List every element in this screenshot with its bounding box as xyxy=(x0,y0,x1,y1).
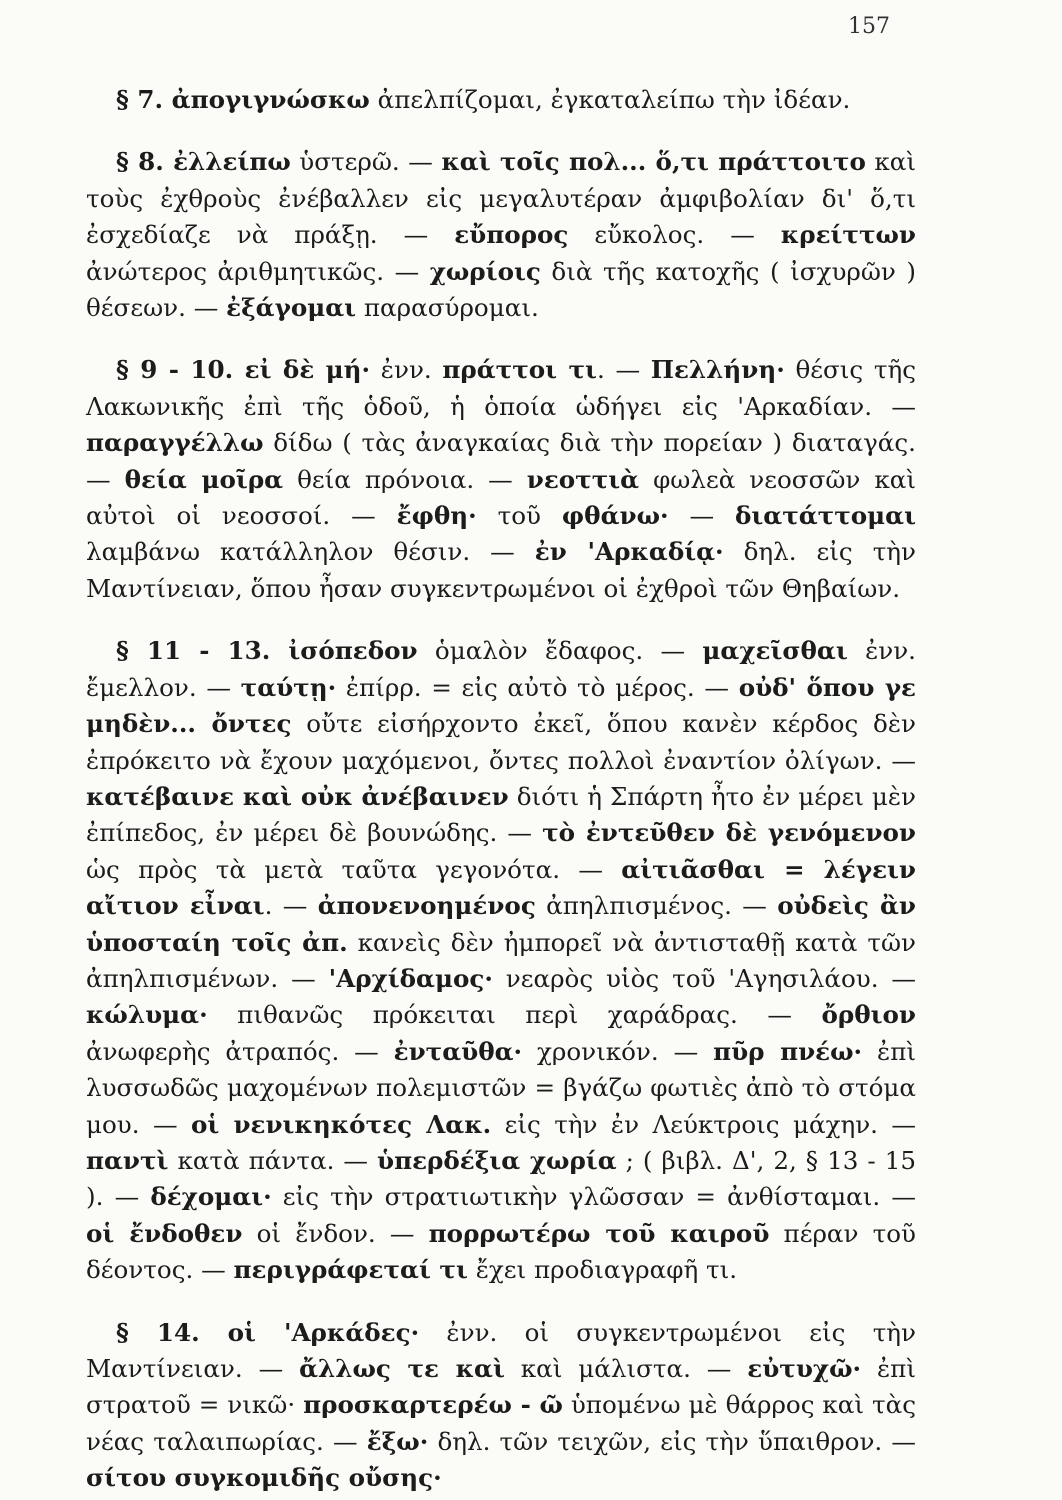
lemma: πράττοι τι xyxy=(442,355,597,385)
lemma: ἔξω· xyxy=(366,1426,429,1456)
lemma: ἔφθη· xyxy=(396,501,477,531)
gloss: τοῦ xyxy=(476,501,562,531)
gloss: ἐπὶ στρατοῦ = νικῶ· xyxy=(86,1354,916,1420)
section-number: § 8. xyxy=(116,147,174,177)
lemma: εὐτυχῶ· xyxy=(747,1354,862,1383)
gloss: ; ( βιβλ. Δ', 2, § 13 - 15 ). — xyxy=(86,1145,916,1212)
gloss: κανεὶς δὲν ἠμπορεῖ νὰ ἀντισταθῇ κατὰ τῶν ἀπηλπισμένων. — xyxy=(86,927,916,993)
lemma: προσκαρτερέω - ῶ xyxy=(303,1390,563,1420)
lemma: ἐνταῦθα· xyxy=(393,1036,523,1066)
gloss: ὑστερῶ. — xyxy=(290,147,442,177)
lemma: ὑπερδέξια χωρία xyxy=(377,1145,617,1175)
gloss: λαμβάνω κατάλληλον θέσιν. — xyxy=(86,537,535,567)
lemma: διατάττομαι xyxy=(734,501,916,531)
gloss: εἰς τὴν ἐν Λεύκτροις μάχην. — xyxy=(491,1109,916,1139)
lemma: οἱ νενικηκότες Λακ. xyxy=(190,1109,492,1139)
lemma: κρείττων xyxy=(780,220,916,250)
section-number: § 14. xyxy=(116,1317,228,1347)
lemma: πορρωτέρω τοῦ καιροῦ xyxy=(428,1218,770,1248)
lemma: ἐξάγομαι xyxy=(226,293,357,323)
para-9-10 xyxy=(86,352,916,607)
commentary-text xyxy=(86,82,916,1497)
gloss: ὑπομένω μὲ θάρρος καὶ τὰς νέας ταλαιπωρίας. — xyxy=(86,1390,916,1456)
gloss: νεαρὸς υἱὸς τοῦ 'Αγησιλάου. — xyxy=(492,963,917,993)
lemma: ἐν 'Αρκαδίᾳ· xyxy=(534,537,724,567)
lemma: ἰσόπεδον xyxy=(288,636,418,666)
lemma: παραγγέλλω xyxy=(86,428,264,458)
gloss: ἀπελπίζομαι, ἐγκαταλείπω τὴν ἰδέαν. xyxy=(369,85,851,114)
lemma: εἰ δὲ μή· xyxy=(244,355,371,385)
gloss: χρονικόν. — xyxy=(522,1036,714,1066)
lemma: οὐδ' ὅπου γε μηδὲν... ὄντες xyxy=(86,672,916,739)
lemma: ταύτῃ· xyxy=(240,672,337,702)
lemma: Πελλήνη· xyxy=(650,355,785,385)
lemma: οἱ 'Αρκάδες· xyxy=(227,1317,420,1347)
lemma: ἄλλως τε καὶ xyxy=(299,1354,505,1383)
lemma: ἐλλείπω xyxy=(173,147,291,177)
gloss: εἰς τὴν στρατιωτικὴν γλῶσσαν = ἀνθίσταμαι. — xyxy=(271,1182,916,1212)
gloss: θέσις τῆς Λακωνικῆς ἐπὶ τῆς ὁδοῦ, ἡ ὁποία ὡδήγει εἰς 'Αρκαδίαν. — xyxy=(86,355,916,421)
gloss: ἔχει προδιαγραφῆ τι. xyxy=(467,1255,738,1285)
gloss: ἐνν. οἱ συγκεντρωμένοι εἰς τὴν Μαντίνειαν. — xyxy=(86,1317,916,1383)
gloss: ἐνν. ἔμελλον. — xyxy=(86,636,916,702)
lemma: καὶ τοῖς πολ... ὅ,τι πράττοιτο xyxy=(441,147,866,177)
gloss: κατὰ πάντα. — xyxy=(168,1145,377,1175)
gloss: θεία πρόνοια. — xyxy=(283,464,527,494)
gloss: δηλ. τῶν τειχῶν, εἰς τὴν ὕπαιθρον. — xyxy=(428,1426,916,1456)
lemma: φθάνω· xyxy=(561,501,669,531)
section-number: § 9 - 10. xyxy=(116,355,245,385)
lemma: οἱ ἔνδοθεν xyxy=(86,1218,243,1248)
gloss: οὔτε εἰσήρχοντο ἐκεῖ, ὅπου κανὲν κέρδος δὲν ἐπρόκειτο νὰ ἔχουν μαχόμενοι, ὄντες πολλοὶ ἐναντίον ὀλίγων. — xyxy=(86,709,916,775)
gloss: διὰ τῆς κατοχῆς ( ἰσχυρῶν ) θέσεων. — xyxy=(86,256,917,323)
lemma: αἰτιᾶσθαι = λέγειν αἴτιον εἶναι xyxy=(86,854,916,921)
lemma: κώλυμα· xyxy=(86,1000,208,1030)
lemma: οὐδεὶς ἂν ὑποσταίη τοῖς ἀπ. xyxy=(86,891,916,957)
gloss: — xyxy=(668,501,735,531)
gloss: καὶ τοὺς ἐχθροὺς ἐνέβαλλεν εἰς μεγαλυτέραν ἀμφιβολίαν δι' ὅ,τι ἐσχεδίαζε νὰ πράξῃ. — xyxy=(86,147,916,250)
gloss: ἀπηλπισμένος. — xyxy=(535,891,778,921)
gloss: ὡς πρὸς τὰ μετὰ ταῦτα γεγονότα. — xyxy=(86,854,622,884)
lemma: παντὶ xyxy=(86,1145,169,1175)
gloss: διότι ἡ Σπάρτη ἦτο ἐν μέρει μὲν ἐπίπεδος, ἐν μέρει δὲ βουνώδης. — xyxy=(86,781,916,848)
lemma: μαχεῖσθαι xyxy=(702,636,848,666)
lemma: πῦρ πνέω· xyxy=(713,1036,863,1066)
para-8 xyxy=(86,144,916,326)
lemma: θεία μοῖρα xyxy=(124,464,284,494)
section-number: § 11 - 13. xyxy=(116,636,289,666)
gloss: ἐνν. xyxy=(370,355,443,385)
lemma: 'Αρχίδαμος· xyxy=(328,963,493,993)
gloss: καὶ μάλιστα. — xyxy=(504,1354,748,1383)
para-11-13 xyxy=(86,633,916,1288)
para-7 xyxy=(86,82,916,118)
section-number: § 7. xyxy=(116,85,172,114)
lemma: σίτου συγκομιδῆς οὔσης· xyxy=(86,1463,442,1493)
lemma: χωρίοις xyxy=(429,256,541,286)
gloss: ὁμαλὸν ἔδαφος. — xyxy=(417,636,703,666)
gloss: . — xyxy=(596,355,651,385)
page-number: 157 xyxy=(848,14,890,39)
lemma: περιγράφεταί τι xyxy=(233,1255,468,1285)
lemma: εὔπορος xyxy=(454,220,569,250)
gloss: ἀνωφερὴς ἀτραπός. — xyxy=(86,1036,394,1066)
gloss: ἐπὶ λυσσωδῶς μαχομένων πολεμιστῶν = βγάζω φωτιὲς ἀπὸ τὸ στόμα μου. — xyxy=(86,1036,916,1139)
gloss: πέραν τοῦ δέοντος. — xyxy=(86,1218,916,1285)
lemma: ὄρθιον xyxy=(821,1000,916,1030)
lemma: τὸ ἐντεῦθεν δὲ γενόμενον xyxy=(542,818,916,848)
gloss: εὔκολος. — xyxy=(568,220,781,250)
gloss: . — xyxy=(264,891,318,921)
gloss: φωλεὰ νεοσσῶν καὶ αὐτοὶ οἱ νεοσσοί. — xyxy=(86,464,916,531)
lemma: νεοττιὰ xyxy=(526,464,640,494)
gloss: ἀνώτερος ἀριθμητικῶς. — xyxy=(86,256,430,286)
lemma: κατέβαινε καὶ οὐκ ἀνέβαινεν xyxy=(86,781,509,811)
gloss: δηλ. εἰς τὴν Μαντίνειαν, ὅπου ἦσαν συγκεντρωμένοι οἱ ἐχθροὶ τῶν Θηβαίων. xyxy=(86,537,916,603)
para-14 xyxy=(86,1315,916,1497)
gloss: οἱ ἔνδον. — xyxy=(242,1218,429,1248)
gloss: ἐπίρρ. = εἰς αὐτὸ τὸ μέρος. — xyxy=(336,672,739,702)
gloss: παρασύρομαι. xyxy=(356,293,539,323)
gloss: πιθανῶς πρόκειται περὶ χαράδρας. — xyxy=(207,1000,822,1030)
lemma: δέχομαι· xyxy=(150,1182,272,1212)
gloss: δίδω ( τὰς ἀναγκαίας διὰ τὴν πορείαν ) διαταγάς. — xyxy=(86,428,916,494)
lemma: ἀπογιγνώσκω xyxy=(171,85,370,114)
lemma: ἀπονενοημένος xyxy=(317,891,536,921)
